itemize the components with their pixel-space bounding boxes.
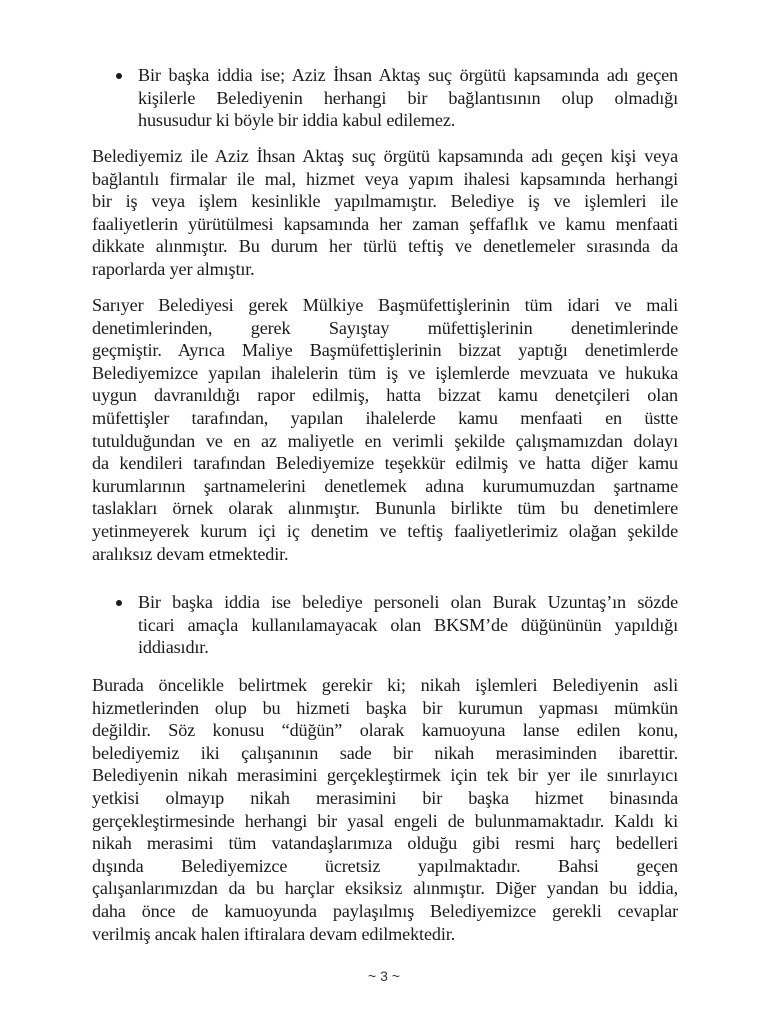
text-line: Bir başka iddia ise belediye personeli olan Burak Uzuntaş’ın sözde [138, 592, 678, 612]
text-line: denetimlerinden, gerek Sayıştay müfettişlerinin denetimlerinde [92, 317, 678, 338]
text-line: Belediyenin nikah merasimini gerçekleştirmek için tek bir yer ile sınırlayıcı [92, 765, 678, 786]
text-line: ticari amaçla kullanılamayacak olan BKSM’de düğününün yapıldığı [138, 614, 678, 635]
text-line: raporlarda yer almıştır. [92, 258, 255, 279]
text-line: da kendileri tarafından Belediyemize teşekkür edilmiş ve hatta diğer kamu [92, 453, 678, 474]
text-line: iddiasıdır. [138, 637, 209, 658]
bullet-icon [116, 73, 122, 79]
text-line: bir iş veya işlem kesinlikle yapılmamıştır. Belediye iş ve işlemleri ile [92, 191, 678, 212]
text-line: yetinmeyerek kurum içi iç denetim ve teftiş faaliyetlerimiz olağan şekilde [92, 520, 678, 541]
bullet-text [138, 591, 678, 659]
text-line: uygun davranıldığı rapor edilmiş, hatta bizzat kamu denetçileri olan [92, 385, 678, 406]
text-line: hizmetlerinden olup bu hizmeti başka bir kurumun yapması mümkün [92, 697, 678, 718]
text-line: Bir başka iddia ise; Aziz İhsan Aktaş suç örgütü kapsamında adı geçen [138, 65, 678, 85]
text-line: Belediyemiz ile Aziz İhsan Aktaş suç örgütü kapsamında adı geçen kişi veya [92, 146, 678, 166]
paragraph-no-transactions [92, 145, 678, 281]
text-line: kişilerle Belediyenin herhangi bir bağlantısının olup olmadığı [138, 87, 678, 108]
paragraph-wedding-response [92, 674, 678, 945]
text-line: geçmiştir. Ayrıca Maliye Başmüfettişlerinin bizzat yaptığı denetimlerde [92, 340, 678, 361]
text-line: taslakları örnek olarak alınmıştır. Bununla birlikte tüm bu denetimlere [92, 498, 678, 519]
text-line: kurumlarının şartnamelerini denetlemek adına kurumumuzdan şartname [92, 475, 678, 496]
bullet-text [138, 64, 678, 132]
text-line: değildir. Söz konusu “düğün” olarak kamuoyuna lanse edilen konu, [92, 720, 678, 741]
text-line: daha önce de kamuoyunda paylaşılmış Belediyemizce gerekli cevaplar [92, 900, 678, 921]
text-line: nikah merasimi tüm vatandaşlarımıza olduğu gibi resmi harç bedelleri [92, 833, 678, 854]
text-line: çalışanlarımızdan da bu harçlar eksiksiz alınmıştır. Diğer yandan bu iddia, [92, 878, 678, 899]
text-line: faaliyetlerin yürütülmesi kapsamında her zaman şeffaflık ve kamu menfaati [92, 213, 678, 234]
text-line: dikkate alınmıştır. Bu durum her türlü teftiş ve denetlemeler sırasında da [92, 236, 678, 257]
text-line: Belediyemizce yapılan ihalelerin tüm iş ve işlemlerde mevzuata ve hukuka [92, 362, 678, 383]
text-line: belediyemiz iki çalışanının sade bir nikah merasiminden ibarettir. [92, 742, 678, 763]
text-line: müfettişler tarafından, yapılan ihalelerde kamu menfaati en üstte [92, 407, 678, 428]
bullet-icon [116, 600, 122, 606]
text-line: gerçekleştirmesinde herhangi bir yasal engeli de bulunmamaktadır. Kaldı ki [92, 810, 678, 831]
text-line: Sarıyer Belediyesi gerek Mülkiye Başmüfettişlerinin tüm idari ve mali [92, 295, 678, 315]
text-line: tutulduğundan ve en az maliyetle en verimli şekilde çalışmamızdan dolayı [92, 430, 678, 451]
text-line: bağlantılı firmalar ile mal, hizmet veya yapım ihalesi kapsamında herhangi [92, 168, 678, 189]
paragraph-audits [92, 294, 678, 565]
page-number: ~ 3 ~ [368, 968, 400, 984]
text-line: yetkisi olmayıp nikah merasimini bir başka hizmet binasında [92, 787, 678, 808]
text-line: dışında Belediyemizce ücretsiz yapılmaktadır. Bahsi geçen [92, 855, 678, 876]
text-line: aralıksız devam etmektedir. [92, 543, 289, 564]
text-line: verilmiş ancak halen iftiralara devam edilmektedir. [92, 923, 456, 944]
text-line: Burada öncelikle belirtmek gerekir ki; nikah işlemleri Belediyenin asli [92, 675, 678, 695]
text-line: hususudur ki böyle bir iddia kabul edilemez. [138, 110, 456, 131]
